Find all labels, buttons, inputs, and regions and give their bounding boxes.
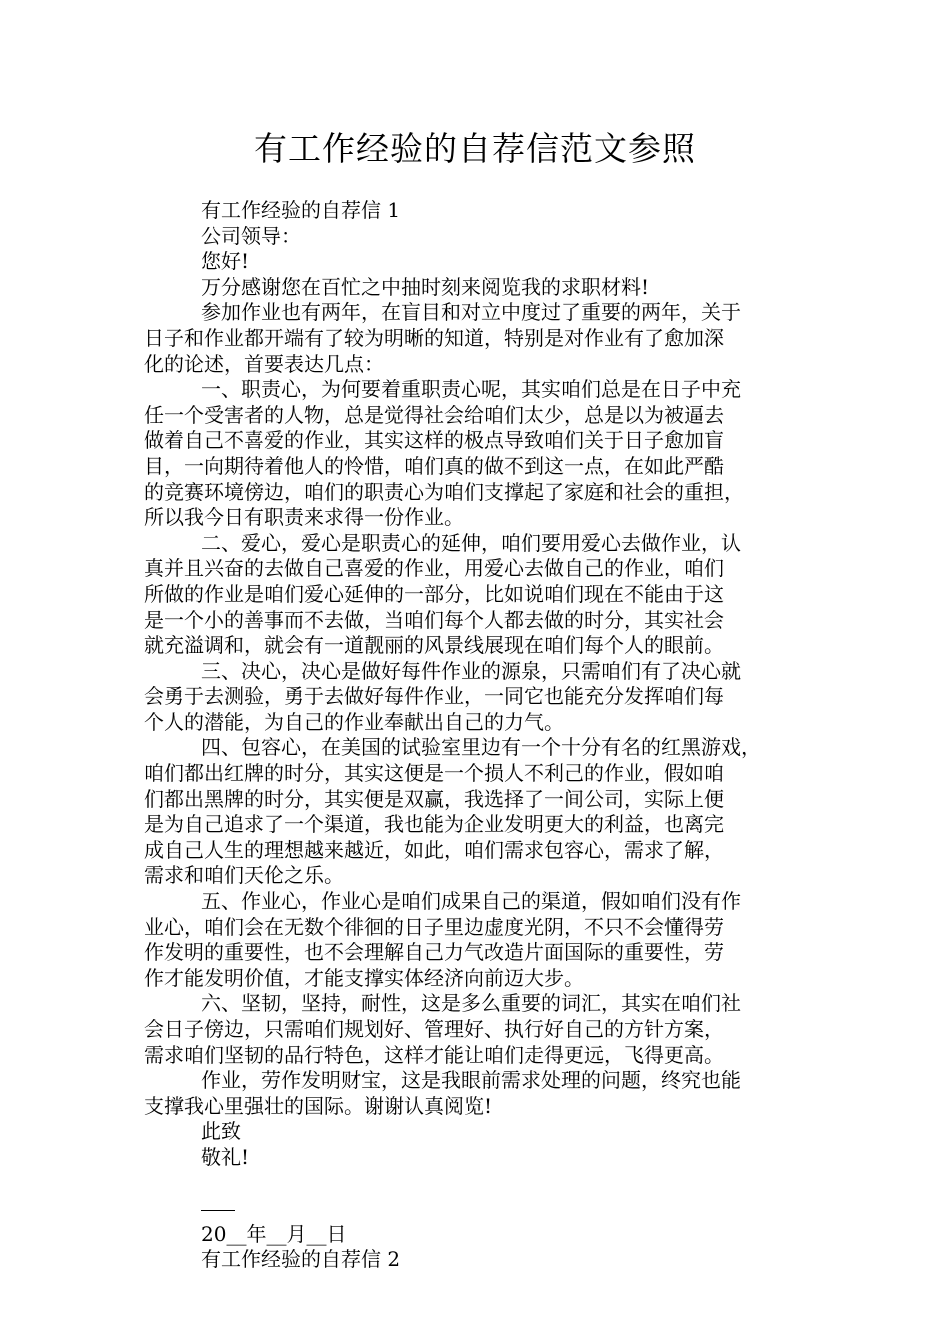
letter-line: 作业，劳作发明财宝，这是我眼前需求处理的问题，终究也能 bbox=[201, 1068, 741, 1093]
signature-underline bbox=[201, 1196, 235, 1211]
date-line: 20__年__月__日 bbox=[201, 1221, 347, 1246]
letter-line: 个人的潜能，为自己的作业奉献出自己的力气。 bbox=[144, 709, 564, 734]
letter-body bbox=[144, 198, 824, 1273]
letter-line: 您好! bbox=[201, 249, 250, 274]
letter-line: 有工作经验的自荐信 1 bbox=[201, 198, 401, 222]
letter-line: 就充溢调和，就会有一道靓丽的风景线展现在咱们每个人的眼前。 bbox=[144, 633, 724, 658]
letter-line: 三、决心，决心是做好每件作业的源泉，只需咱们有了决心就 bbox=[201, 658, 741, 683]
letter-line: 五、作业心，作业心是咱们成果自己的渠道，假如咱们没有作 bbox=[201, 889, 741, 914]
letter-line: 公司领导： bbox=[201, 223, 301, 248]
letter-line: 日子和作业都开端有了较为明晰的知道，特别是对作业有了愈加深 bbox=[144, 325, 724, 350]
letter-line: 所做的作业是咱们爱心延伸的一部分，比如说咱们现在不能由于这 bbox=[144, 581, 724, 606]
letter-line: 需求咱们坚韧的品行特色，这样才能让咱们走得更远，飞得更高。 bbox=[144, 1042, 724, 1067]
letter-line: 作发明的重要性，也不会理解自己力气改造片面国际的重要性，劳 bbox=[144, 940, 724, 965]
letter-line: 的竞赛环境傍边，咱们的职责心为咱们支撑起了家庭和社会的重担， bbox=[144, 479, 744, 504]
letter-line: 此致 bbox=[201, 1119, 241, 1144]
letter-line: 会勇于去测验，勇于去做好每件作业，一同它也能充分发挥咱们每 bbox=[144, 684, 724, 709]
letter-line: 目，一向期待着他人的怜惜，咱们真的做不到这一点，在如此严酷 bbox=[144, 453, 724, 478]
letter-line: 四、包容心，在美国的试验室里边有一个十分有名的红黑游戏， bbox=[201, 735, 761, 760]
letter-line: 二、爱心，爱心是职责心的延伸，咱们要用爱心去做作业，认 bbox=[201, 530, 741, 555]
letter-line: 六、坚韧，坚持，耐性，这是多么重要的词汇，其实在咱们社 bbox=[201, 991, 741, 1016]
next-letter-heading: 有工作经验的自荐信 2 bbox=[201, 1247, 401, 1272]
letter-line: 咱们都出红牌的时分，其实这便是一个损人不利己的作业，假如咱 bbox=[144, 761, 724, 786]
letter-line: 化的论述，首要表达几点： bbox=[144, 351, 384, 376]
letter-line: 敬礼! bbox=[201, 1144, 250, 1169]
letter-line: 做着自己不喜爱的作业，其实这样的极点导致咱们关于日子愈加盲 bbox=[144, 428, 724, 453]
letter-line: 会日子傍边，只需咱们规划好、管理好、执行好自己的方针方案， bbox=[144, 1017, 724, 1041]
letter-line: 作才能发明价值，才能支撑实体经济向前迈大步。 bbox=[144, 965, 584, 990]
document-title: 有工作经验的自荐信范文参照 bbox=[254, 129, 696, 168]
letter-line: 业心，咱们会在无数个徘徊的日子里边虚度光阴，不只不会懂得劳 bbox=[144, 914, 724, 939]
letter-line: 参加作业也有两年，在盲目和对立中度过了重要的两年，关于 bbox=[201, 300, 741, 325]
letter-line: 支撑我心里强壮的国际。谢谢认真阅览! bbox=[144, 1093, 493, 1118]
letter-line: 一、职责心，为何要着重职责心呢，其实咱们总是在日子中充 bbox=[201, 377, 741, 402]
letter-line: 所以我今日有职责来求得一份作业。 bbox=[144, 505, 464, 530]
letter-line: 成自己人生的理想越来越近，如此，咱们需求包容心，需求了解， bbox=[144, 837, 724, 862]
letter-line: 任一个受害者的人物，总是觉得社会给咱们太少，总是以为被逼去 bbox=[144, 402, 724, 427]
blank-line bbox=[144, 1171, 824, 1197]
letter-line: 万分感谢您在百忙之中抽时刻来阅览我的求职材料! bbox=[201, 274, 650, 299]
letter-line: 需求和咱们天伦之乐。 bbox=[144, 863, 344, 888]
letter-line: 是一个小的善事而不去做，当咱们每个人都去做的时分，其实社会 bbox=[144, 607, 724, 632]
letter-line: 是为自己追求了一个渠道，我也能为企业发明更大的利益，也离完 bbox=[144, 812, 724, 837]
letter-line: 真并且兴奋的去做自己喜爱的作业，用爱心去做自己的作业，咱们 bbox=[144, 556, 724, 581]
letter-line: 们都出黑牌的时分，其实便是双赢，我选择了一间公司，实际上便 bbox=[144, 786, 724, 811]
signature-rule-line bbox=[144, 1196, 824, 1222]
